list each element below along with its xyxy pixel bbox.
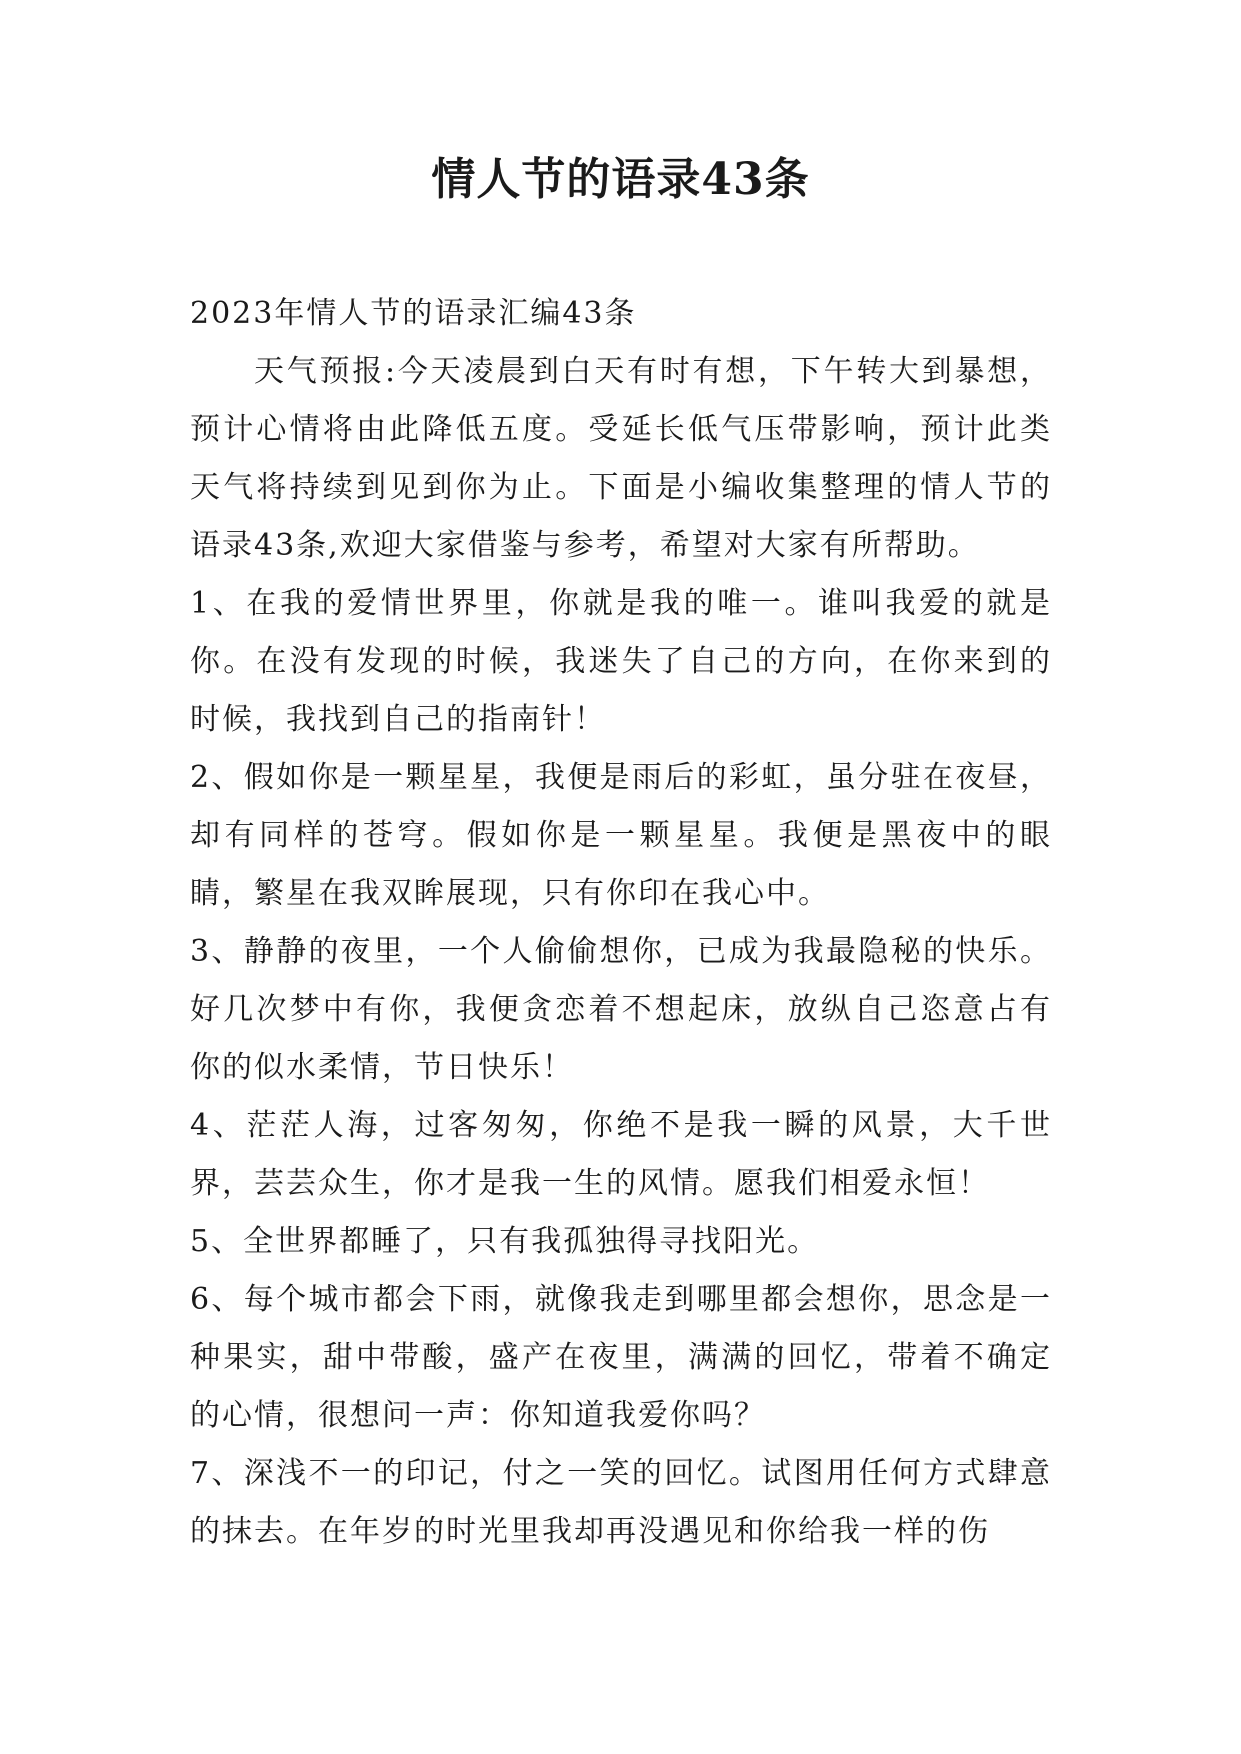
list-item: 7、深浅不一的印记，付之一笑的回忆。试图用任何方式肆意的抹去。在年岁的时光里我却再没遇见和你给我一样的伤 (190, 1456, 1052, 1549)
document-title: 情人节的语录43条 (431, 154, 810, 205)
document-subtitle: 2023年情人节的语录汇编43条 (190, 296, 637, 331)
intro-paragraph: 天气预报:今天凌晨到白天有时有想，下午转大到暴想，预计心情将由此降低五度。受延长低气压带影响，预计此类天气将持续到见到你为止。下面是小编收集整理的情人节的语录43条,欢迎大家借鉴与参考，希望对大家有所帮助。 (190, 354, 1052, 563)
document-body (190, 285, 1052, 1561)
list-item: 1、在我的爱情世界里，你就是我的唯一。谁叫我爱的就是你。在没有发现的时候，我迷失了自己的方向，在你来到的时候，我找到自己的指南针！ (190, 586, 1052, 737)
list-item: 6、每个城市都会下雨，就像我走到哪里都会想你，思念是一种果实，甜中带酸，盛产在夜里，满满的回忆，带着不确定的心情，很想问一声：你知道我爱你吗？ (190, 1282, 1052, 1433)
list-item: 3、静静的夜里，一个人偷偷想你，已成为我最隐秘的快乐。好几次梦中有你，我便贪恋着不想起床，放纵自己恣意占有你的似水柔情，节日快乐！ (190, 934, 1052, 1085)
list-item: 2、假如你是一颗星星，我便是雨后的彩虹，虽分驻在夜昼，却有同样的苍穹。假如你是一颗星星。我便是黑夜中的眼睛，繁星在我双眸展现，只有你印在我心中。 (190, 760, 1052, 911)
list-item: 5、全世界都睡了，只有我孤独得寻找阳光。 (190, 1224, 820, 1259)
list-item: 4、茫茫人海，过客匆匆，你绝不是我一瞬的风景，大千世界，芸芸众生，你才是我一生的风情。愿我们相爱永恒！ (190, 1108, 1052, 1201)
